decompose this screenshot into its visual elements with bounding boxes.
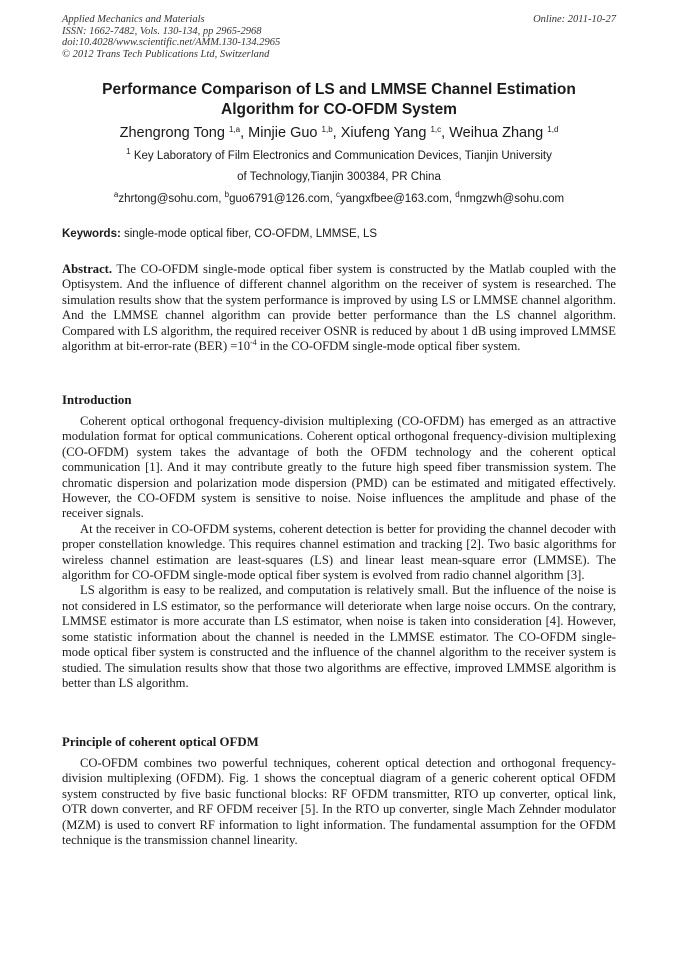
abstract-text-end: in the CO-OFDM single-mode optical fiber system. bbox=[256, 339, 521, 354]
author-sup: 1,a bbox=[228, 125, 241, 134]
keywords-text: single-mode optical fiber, CO-OFDM, LMMSE, LS bbox=[124, 228, 378, 240]
intro-paragraph-1: Coherent optical orthogonal frequency-division multiplexing (CO-OFDM) has emerged as an attractive modulation format for optical communications. Coherent optical orthogonal frequency-division multiplexing (CO-OFDM) system takes the advantage of both the OFDM technology and the coherent optical communication [1]. And it may contribute greatly to the future high speed fiber transmission system. The chromatic dispersion and polarization mode dispersion (PMD) can be estimated and mitigated effectively. However, the CO-OFDM system is sensitive to noise. Noise influences the amplitude and phase of the receiver signals. bbox=[62, 414, 616, 521]
abstract bbox=[62, 262, 616, 354]
affiliation-line-2 bbox=[62, 170, 616, 184]
title-line-2: Algorithm for CO-OFDM System bbox=[221, 101, 457, 118]
email-sup: b bbox=[224, 190, 230, 199]
principle-heading: Principle of coherent optical OFDM bbox=[62, 735, 259, 749]
email-address: yangxfbee@163.com, bbox=[340, 193, 456, 205]
email-address: zhrtong@sohu.com, bbox=[118, 193, 225, 205]
introduction-heading: Introduction bbox=[62, 393, 132, 407]
affiliation-sup: 1 bbox=[126, 147, 131, 156]
copyright: © 2012 Trans Tech Publications Ltd, Switzerland bbox=[62, 48, 270, 60]
author-sup: 1,d bbox=[547, 125, 559, 134]
online-date: Online: 2011-10-27 bbox=[533, 14, 616, 25]
email-address: guo6791@126.com, bbox=[229, 193, 337, 205]
author-name: Xiufeng Yang bbox=[340, 125, 427, 141]
journal-name: Applied Mechanics and Materials bbox=[62, 14, 205, 25]
doi: doi:10.4028/www.scientific.net/AMM.130-134.2965 bbox=[62, 37, 281, 48]
author-list: Zhengrong Tong $^{1,a}$, Minjie Guo $^{1,b}$, Xiufeng Yang $^{1,c}$, Weihua Zhang $^{1,d}$ bbox=[119, 125, 559, 141]
principle-paragraph: CO-OFDM combines two powerful techniques, coherent optical detection and orthogonal frequency-division multiplexing (OFDM). Fig. 1 shows the conceptual diagram of a generic coherent optical OFDM system constructed by five basic functional blocks: RF OFDM transmitter, RTO up converter, optical link, OTR down converter, and RF OFDM receiver [5]. In the RTO up converter, single Mach Zehnder modulator (MZM) is used to convert RF information to light information. The fundamental assumption for the OFDM technique is the transmission channel linearity. bbox=[62, 756, 616, 848]
paper-title bbox=[62, 80, 616, 120]
author-sup: 1,c bbox=[430, 125, 442, 134]
abstract-text: The CO-OFDM single-mode optical fiber system is constructed by the Matlab coupled with the Optisystem. And the influence of different channel algorithm on the receiver of system is researched. The simulation results show that the system performance is improved by using LS or LMMSE channel algorithm. And the LMMSE channel algorithm can provide better performance than the LS channel algorithm. Compared with LS algorithm, the required receiver OSNR is reduced by about 1 dB using improved LMMSE algorithm at bit-error-rate (BER) =10 bbox=[62, 262, 616, 354]
principle-body bbox=[62, 756, 616, 848]
email-sup: c bbox=[336, 190, 341, 199]
email-sup: d bbox=[455, 190, 460, 199]
abstract-exponent: -4 bbox=[250, 338, 257, 348]
page-header bbox=[62, 14, 616, 60]
affiliation-line-1 bbox=[62, 149, 616, 163]
email-sup: a bbox=[113, 190, 119, 199]
intro-paragraph-2: At the receiver in CO-OFDM systems, coherent detection is better for providing the channel decoder with proper constellation knowledge. This requires channel estimation and tracking [2]. Two basic algorithms for wireless channel estimation are least-squares (LS) and linear least mean-square error (LMMSE). The algorithm for CO-OFDM single-mode optical fiber system is evolved from radio channel algorithm [3]. bbox=[62, 521, 616, 583]
affiliation-text-2: of Technology,Tianjin 300384, PR China bbox=[237, 171, 441, 183]
author-name: Minjie Guo bbox=[248, 125, 318, 141]
issn: ISSN: 1662-7482, Vols. 130-134, pp 2965-2968 bbox=[62, 25, 262, 37]
abstract-label: Abstract. bbox=[62, 262, 113, 276]
email-line bbox=[62, 192, 616, 206]
author-name: Weihua Zhang bbox=[449, 125, 544, 141]
title-line-1: Performance Comparison of LS and LMMSE Channel Estimation bbox=[102, 81, 576, 98]
email-address: nmgzwh@sohu.com bbox=[459, 193, 565, 205]
intro-paragraph-3: LS algorithm is easy to be realized, and computation is relatively small. But the influence of the noise is not considered in LS estimator, so the performance will deteriorate when large noise occurs. On the contrary, LMMSE estimator is more accurate than LS estimator, when noise is taken into consideration [4]. However, some statistic information about the channel is needed in the LMMSE estimator. The CO-OFDM single-mode optical fiber system is constructed and the influence of the channel algorithm to the receiver system is studied. The simulation results show that those two algorithms are effective, improved LMMSE algorithm is better than LS algorithm. bbox=[62, 583, 616, 690]
affiliation-text-1: Key Laboratory of Film Electronics and Communication Devices, Tianjin University bbox=[133, 150, 552, 162]
author-name: Zhengrong Tong bbox=[119, 125, 225, 141]
keywords-label: Keywords: bbox=[62, 228, 121, 240]
introduction-body bbox=[62, 414, 616, 691]
author-sup: 1,b bbox=[321, 125, 333, 134]
keywords bbox=[62, 227, 616, 241]
